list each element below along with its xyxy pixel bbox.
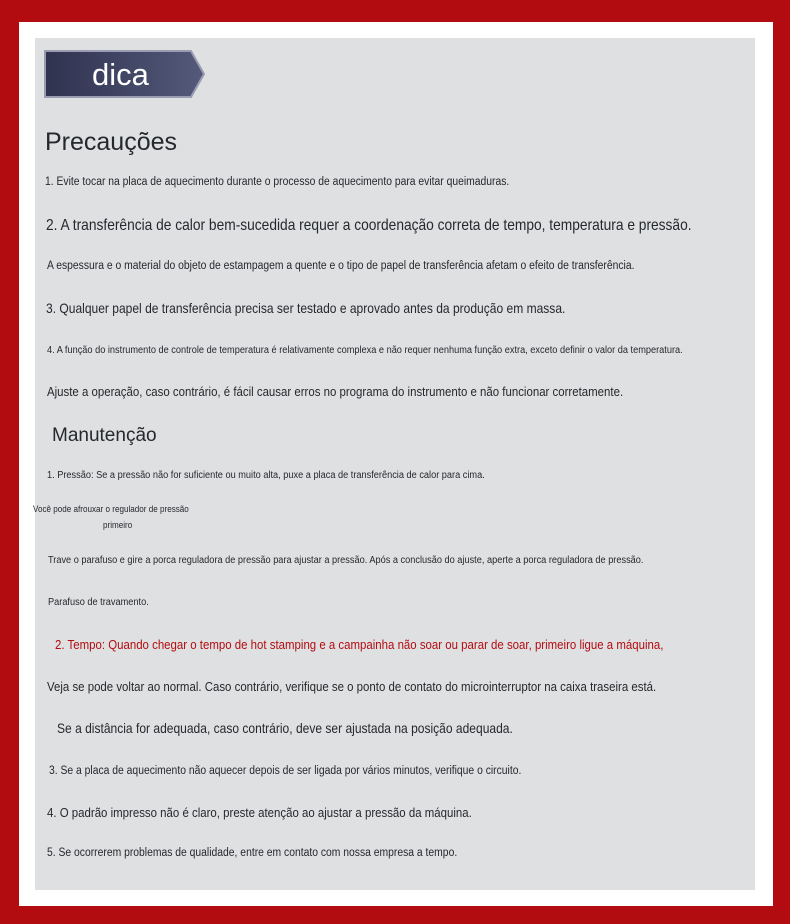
precaution-item: A espessura e o material do objeto de estampagem a quente e o tipo de papel de transferência afetam o efeito de transferência. <box>47 260 635 272</box>
tip-tag <box>44 50 206 98</box>
content-panel <box>35 38 755 890</box>
precaution-item: 3. Qualquer papel de transferência precisa ser testado e aprovado antes da produção em massa. <box>46 300 566 316</box>
maintenance-title: Manutenção <box>52 425 157 446</box>
precaution-item: 1. Evite tocar na placa de aquecimento durante o processo de aquecimento para evitar queimaduras. <box>45 176 510 188</box>
maintenance-item: Veja se pode voltar ao normal. Caso contrário, verifique se o ponto de contato do microinterruptor na caixa traseira está. <box>47 679 657 694</box>
maintenance-item: Parafuso de travamento. <box>48 597 149 608</box>
maintenance-item: Você pode afrouxar o regulador de pressão <box>33 504 189 514</box>
maintenance-item: primeiro <box>103 520 133 530</box>
maintenance-item: Trave o parafuso e gire a porca reguladora de pressão para ajustar a pressão. Após a conclusão do ajuste, aperte a porca reguladora de pressão. <box>48 555 644 566</box>
tag-label: dica <box>92 57 149 92</box>
maintenance-item: 4. O padrão impresso não é claro, preste atenção ao ajustar a pressão da máquina. <box>47 805 472 820</box>
maintenance-item: 3. Se a placa de aquecimento não aquecer depois de ser ligada por vários minutos, verifique o circuito. <box>49 765 522 777</box>
maintenance-item: Se a distância for adequada, caso contrário, deve ser ajustada na posição adequada. <box>57 720 513 736</box>
precaution-item: 4. A função do instrumento de controle de temperatura é relativamente complexa e não requer nenhuma função extra, exceto definir o valor da temperatura. <box>47 345 683 356</box>
maintenance-item-highlight: 2. Tempo: Quando chegar o tempo de hot stamping e a campainha não soar ou parar de soar, primeiro ligue a máquina, <box>55 637 664 652</box>
precaution-item: Ajuste a operação, caso contrário, é fácil causar erros no programa do instrumento e não funcionar corretamente. <box>47 384 624 399</box>
maintenance-item: 1. Pressão: Se a pressão não for suficiente ou muito alta, puxe a placa de transferência de calor para cima. <box>47 470 485 481</box>
maintenance-item: 5. Se ocorrerem problemas de qualidade, entre em contato com nossa empresa a tempo. <box>47 847 458 859</box>
precautions-title: Precauções <box>45 128 178 156</box>
precaution-item: 2. A transferência de calor bem-sucedida requer a coordenação correta de tempo, temperatura e pressão. <box>46 217 692 234</box>
